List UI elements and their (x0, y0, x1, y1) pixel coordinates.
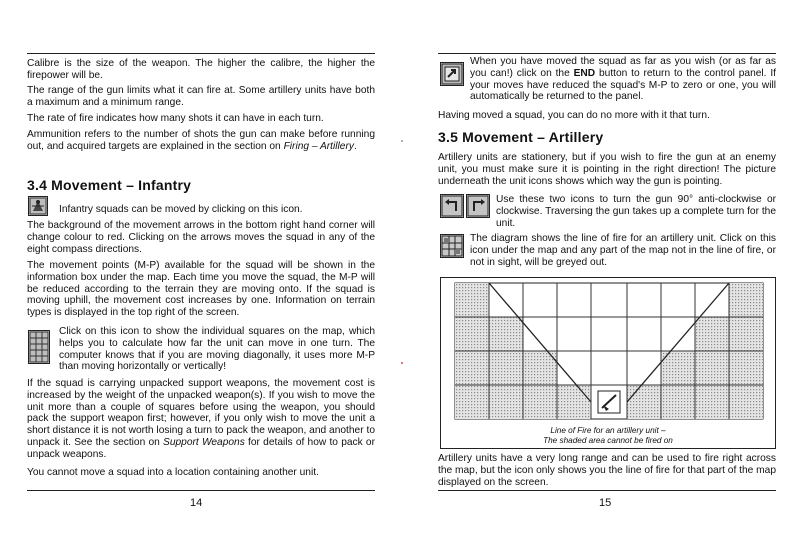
firing-artillery-reference: Firing – Artillery (283, 140, 354, 152)
paragraph-turn-gun: Use these two icons to turn the gun 90° anti-clockwise or clockwise. Traversing the gun takes up a complete turn for the unit. (496, 194, 776, 229)
support-weapons-text-end: for details of how to pack or unpack weapons. (27, 436, 375, 460)
paragraph-artillery-range: Artillery units have a very long range and can be used to fire right across the map, but the icon only shows you the line of fire for that part of the map displayed on the screen. (438, 453, 776, 488)
paragraph-calibre: Calibre is the size of the weapon. The higher the calibre, the higher the firepower will be. (27, 58, 375, 81)
diagram-caption-line-2: The shaded area cannot be fired on (543, 436, 673, 445)
bottom-rule (438, 490, 776, 491)
diagram-caption-line-1: Line of Fire for an artillery unit – (550, 426, 666, 435)
paragraph-range: The range of the gun limits what it can fire at. Some artillery units have both a maximum and a minimum range. (27, 85, 375, 108)
paragraph-rate-of-fire: The rate of fire indicates how many shots it can have in each turn. (27, 113, 324, 124)
support-weapons-reference: Support Weapons (163, 436, 245, 448)
end-button-text: When you have moved the squad as far as you wish (or as far as you can!) click on the (470, 56, 776, 79)
infantry-move-icon (28, 196, 48, 216)
end-button-label: END (573, 67, 596, 79)
line-of-fire-icon (440, 234, 464, 258)
diagram-caption (441, 426, 775, 446)
top-rule (27, 53, 375, 54)
artillery-gun-icon (598, 391, 620, 413)
ammunition-text: Ammunition refers to the number of shots the gun can make before running out, and acquired targets are explained in the section on (27, 129, 375, 152)
ammunition-text-end: . (353, 140, 357, 152)
right-page (400, 0, 800, 541)
grid-squares-icon (28, 330, 50, 364)
paragraph-grid-icon: Click on this icon to show the individual squares on the map, which helps you to calculate how far the unit can move in one turn. The computer knows that if you are moving diagonally, it uses more M-P than moving horizontally or vertically! (59, 326, 375, 373)
paragraph-support-weapons (27, 378, 375, 461)
support-weapons-text: If the squad is carrying unpacked support weapons, the movement cost is increased by the weight of the unpacked weapon(s). If you wish to move the unit more than a couple of squares before using the weapon, you should pack the support weapon first; however, if you only wish to move the unit a short distance it is not worth losing a turn to pack the weapon, and another to unpack it. See the section on (27, 378, 375, 448)
section-heading-movement-infantry: 3.4 Movement – Infantry (27, 177, 192, 193)
section-heading-movement-artillery: 3.5 Movement – Artillery (438, 129, 604, 145)
end-turn-icon (440, 62, 464, 86)
paragraph-end-button (470, 56, 776, 103)
paragraph-artillery-stationery: Artillery units are stationery, but if you wish to fire the gun at an enemy unit, you must make sure it is pointing in the right direction! The picture underneath the unit icons shows which way the gun is pointing. (438, 152, 776, 187)
page-number-left: 14 (190, 497, 203, 509)
paragraph-movement-points: The movement points (M-P) available for the squad will be shown in the information box under the map. Each time you move the squad, the M-P will be reduced according to the terrain they are moving onto. If the squad is moving uphill, the movement cost increases by one. Information on terrain types is displayed in the top right of the screen. (27, 260, 375, 319)
paragraph-no-more-moves: Having moved a squad, you can do no more with it that turn. (438, 110, 710, 121)
paragraph-line-of-fire: The diagram shows the line of fire for an artillery unit. Click on this icon under the map and any part of the map not in the line of fire, or not in sight, will be greyed out. (470, 233, 776, 268)
rotate-anticlockwise-icon (440, 194, 464, 218)
paragraph-movement-arrows: The background of the movement arrows in the bottom right hand corner will change colour to red. Clicking on the arrows moves the squad in any of the eight compass directions. (27, 220, 375, 255)
paragraph-occupied-location: You cannot move a squad into a location containing another unit. (27, 467, 319, 478)
page-number-right: 15 (599, 497, 612, 509)
paragraph-ammunition (27, 129, 375, 153)
line-of-fire-diagram (440, 277, 776, 449)
infantry-icon-caption: Infantry squads can be moved by clicking on this icon. (59, 204, 303, 215)
bottom-rule (27, 490, 375, 491)
line-of-fire-grid (441, 278, 775, 448)
top-rule (438, 53, 776, 54)
rotate-clockwise-icon (466, 194, 490, 218)
end-button-text-end: button to return to the control panel. If your moves have reduced the squad's M-P to zero or one, you will automatically be returned to the panel. (470, 67, 777, 103)
